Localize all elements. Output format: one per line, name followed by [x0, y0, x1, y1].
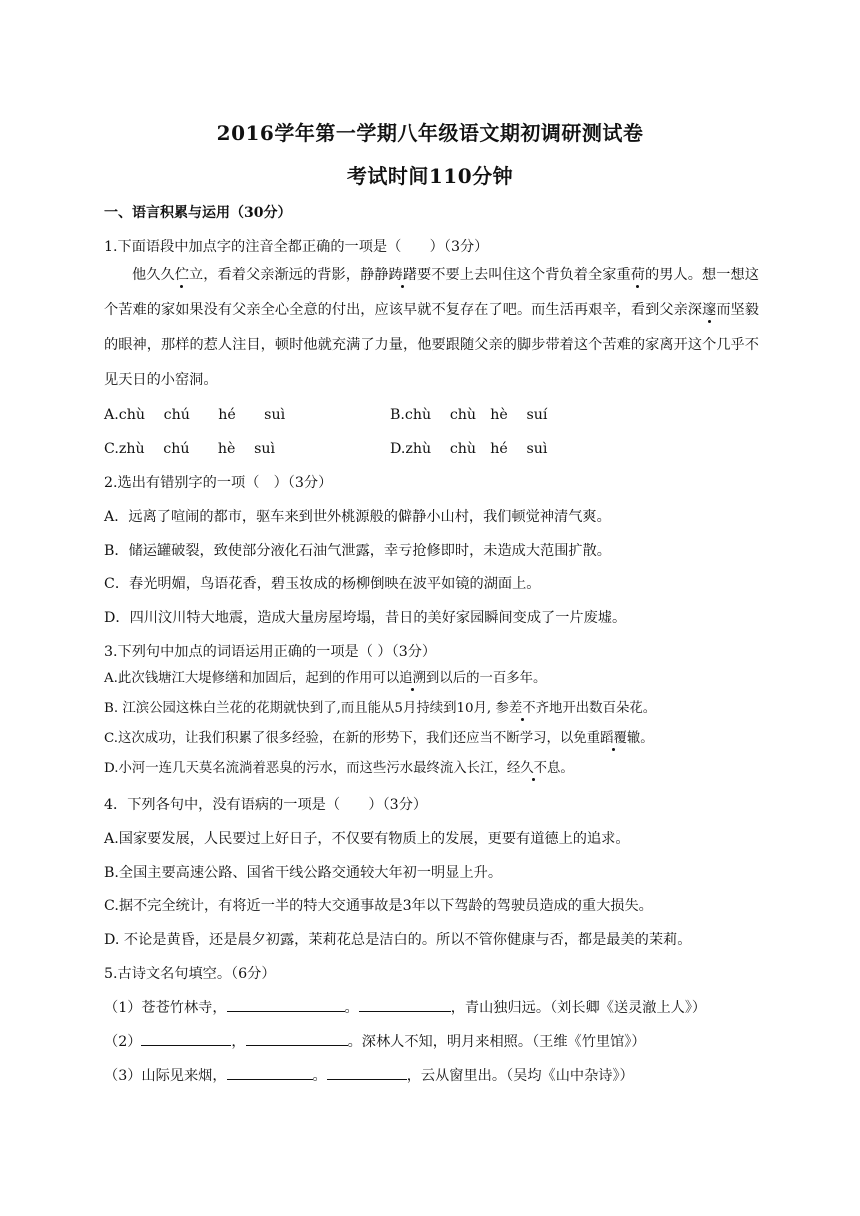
q1-option-d: D.zhù chù hé suì — [390, 441, 548, 457]
q4-option-b: B.全国主要高速公路、国省干线公路交通较大年初一明显上升。 — [104, 865, 503, 881]
q2-option-a: A．远离了喧闹的都市，驱车来到世外桃源般的僻静小山村，我们顿觉神清气爽。 — [104, 509, 611, 525]
dotted-char: 邃 — [702, 302, 717, 318]
q4-stem: 4．下列各句中，没有语病的一项是（ ）（3分） — [104, 797, 428, 813]
exam-title: 2016学年第一学期八年级语文期初调研测试卷 — [216, 121, 644, 145]
q5-line-2: （2） ， 。深林人不知，明月来相照。（王维《竹里馆》） — [104, 1031, 646, 1051]
q1-option-c: C.zhù chú hè suì — [104, 441, 276, 457]
q5-stem: 5.古诗文名句填空。（6分） — [104, 966, 276, 982]
q2-option-b: B．储运罐破裂，致使部分液化石油气泄露，幸亏抢修即时，未造成大范围扩散。 — [104, 543, 611, 559]
dotted-word: 重蹈覆辙 — [586, 731, 641, 746]
q1-option-a: A.chù chú hé suì — [104, 407, 286, 423]
q4-option-c: C.据不完全统计，有将近一半的特大交通事故是3年以下驾龄的驾驶员造成的重大损失。 — [104, 898, 653, 914]
dotted-char: 荷 — [630, 267, 645, 283]
answer-blank[interactable] — [141, 1031, 231, 1046]
q5-line-1: （1）苍苍竹林寺， 。 ，青山独归远。（刘长卿《送灵澈上人》） — [104, 997, 706, 1017]
q3-option-d: D.小河一连几天莫名流淌着恶臭的污水，而这些污水最终流入长江，经久不息。 — [104, 761, 574, 776]
q3-option-b: B. 江滨公园这株白兰花的花期就快到了,而且能从5月持续到10月, 参差不齐地开出数百朵花。 — [104, 701, 657, 716]
q3-stem: 3.下列句中加点的词语运用正确的一项是（ ）（3分） — [104, 644, 437, 660]
q3-option-c: C.这次成功，让我们积累了很多经验，在新的形势下，我们还应当不断学习，以免重蹈覆辙。 — [104, 731, 654, 746]
dotted-word: 参差不齐 — [495, 701, 550, 716]
dotted-char: 伫 — [174, 267, 189, 283]
dotted-word: 踌躇 — [388, 267, 417, 283]
answer-blank[interactable] — [246, 1031, 348, 1046]
answer-blank[interactable] — [327, 1065, 407, 1080]
q2-option-d: D．四川汶川特大地震，造成大量房屋垮塌，昔日的美好家园瞬间变成了一片废墟。 — [104, 610, 627, 626]
q4-option-a: A.国家要发展，人民要过上好日子，不仅要有物质上的发展，更要有道德上的追求。 — [104, 831, 630, 847]
dotted-word: 追溯 — [399, 671, 426, 686]
answer-blank[interactable] — [227, 997, 345, 1012]
section-heading: 一、语言积累与运用（30分） — [104, 205, 292, 221]
answer-blank[interactable] — [359, 997, 451, 1012]
q5-line-3: （3）山际见来烟， 。 ，云从窗里出。（吴均《山中杂诗》） — [104, 1065, 634, 1085]
q1-option-b: B.chù chù hè suí — [390, 407, 548, 423]
answer-blank[interactable] — [227, 1065, 313, 1080]
q1-stem: 1.下面语段中加点字的注音全都正确的一项是（ ）（3分） — [104, 239, 489, 255]
q4-option-d: D. 不论是黄昏，还是晨夕初露，茉莉花总是洁白的。所以不管你健康与否，都是最美的茉莉。 — [104, 932, 692, 948]
q2-option-c: C．春光明媚，鸟语花香，碧玉妆成的杨柳倒映在波平如镜的湖面上。 — [104, 576, 541, 592]
dotted-word: 经久不息 — [506, 761, 561, 776]
q3-option-a: A.此次钱塘江大堤修缮和加固后，起到的作用可以追溯到以后的一百多年。 — [104, 671, 547, 686]
q1-passage: 他久久伫立，看着父亲渐远的背影，静静踌躇要不要上去叫住这个背负着全家重荷的男人。想一想这个苦难的家如果没有父亲全心全意的付出，应该早就不复存在了吧。而生活再艰辛，看到父亲深邃而坚毅的眼神，那样的惹人注目，顿时他就充满了力量，他要跟随父亲的脚步带着这个苦难的家离开这个几乎不见天日的小窑洞。 — [104, 267, 759, 388]
exam-duration: 考试时间110分钟 — [346, 164, 514, 188]
q2-stem: 2.选出有错别字的一项（ ）（3分） — [104, 475, 333, 491]
